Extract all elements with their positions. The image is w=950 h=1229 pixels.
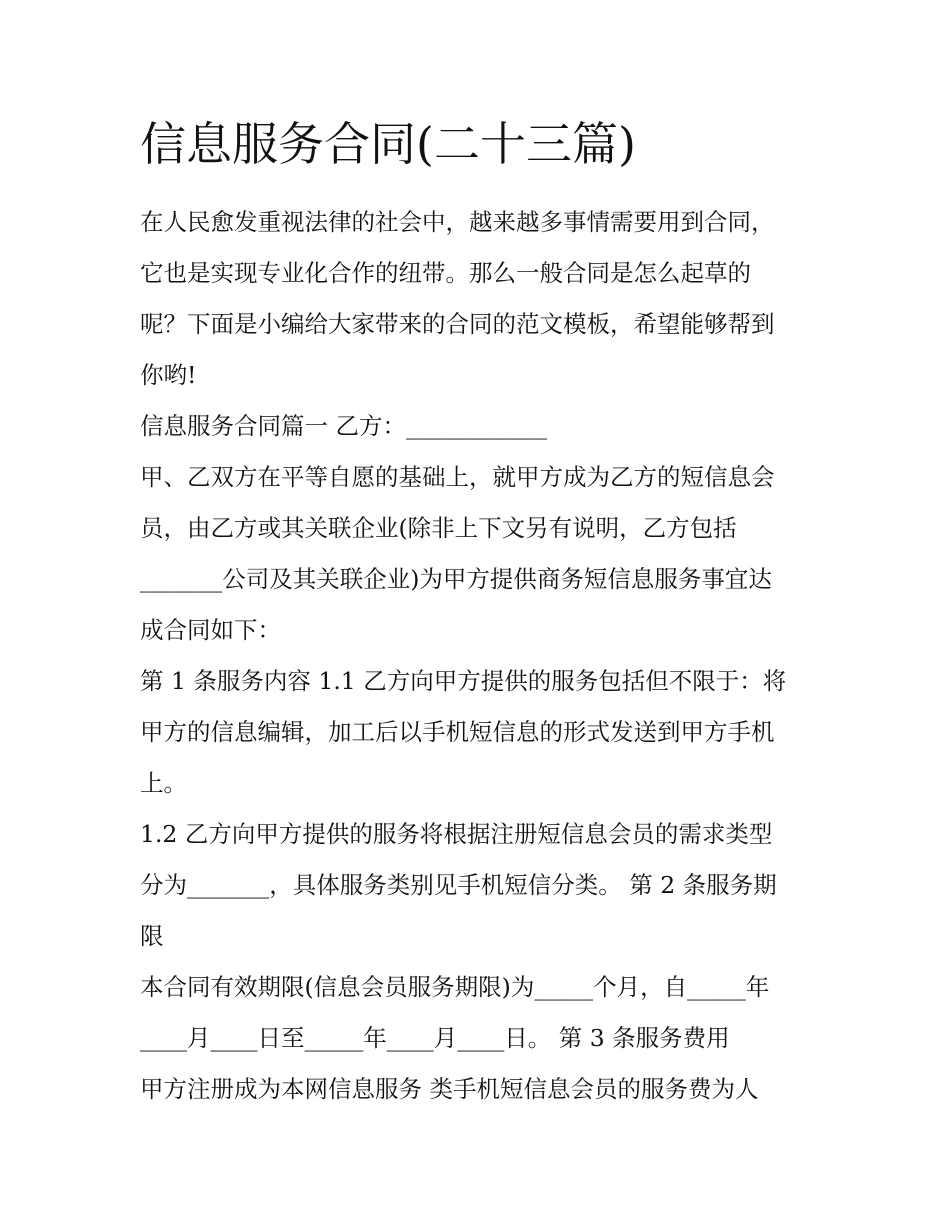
paragraph-line: 分为_______，具体服务类别见手机短信分类。 第 2 条服务期 bbox=[140, 871, 777, 899]
paragraph-line: 上。 bbox=[140, 769, 187, 797]
paragraph-line: 限 bbox=[140, 922, 164, 950]
paragraph-line: 甲方的信息编辑，加工后以手机短信息的形式发送到甲方手机 bbox=[140, 718, 775, 746]
paragraph-line: 本合同有效期限(信息会员服务期限)为_____个月，自_____年 bbox=[140, 973, 770, 1001]
paragraph-line: 你哟! bbox=[140, 361, 197, 389]
paragraph-line: 甲、乙双方在平等自愿的基础上，就甲方成为乙方的短信息会 bbox=[140, 463, 775, 491]
paragraph-line: 呢？下面是小编给大家带来的合同的范文模板，希望能够帮到 bbox=[140, 310, 775, 338]
paragraph-line: 在人民愈发重视法律的社会中，越来越多事情需要用到合同， bbox=[140, 208, 775, 236]
paragraph-line: 信息服务合同篇一 乙方：____________ bbox=[140, 412, 547, 440]
paragraph-line: 员，由乙方或其关联企业(除非上下文另有说明，乙方包括 bbox=[140, 514, 737, 542]
paragraph-line: 第 1 条服务内容 1.1 乙方向甲方提供的服务包括但不限于：将 bbox=[140, 667, 787, 695]
paragraph-line: 1.2 乙方向甲方提供的服务将根据注册短信息会员的需求类型 bbox=[140, 820, 773, 848]
paragraph-line: 甲方注册成为本网信息服务 类手机短信息会员的服务费为人 bbox=[140, 1075, 759, 1103]
paragraph-line: 它也是实现专业化合作的纽带。那么一般合同是怎么起草的 bbox=[140, 259, 751, 287]
paragraph-line: ____月____日至_____年____月____日。 第 3 条服务费用 bbox=[140, 1024, 730, 1052]
paragraph-line: 成合同如下： bbox=[140, 616, 281, 644]
document-title: 信息服务合同(二十三篇) bbox=[140, 117, 636, 171]
paragraph-line: _______公司及其关联企业)为甲方提供商务短信息服务事宜达 bbox=[140, 565, 772, 593]
